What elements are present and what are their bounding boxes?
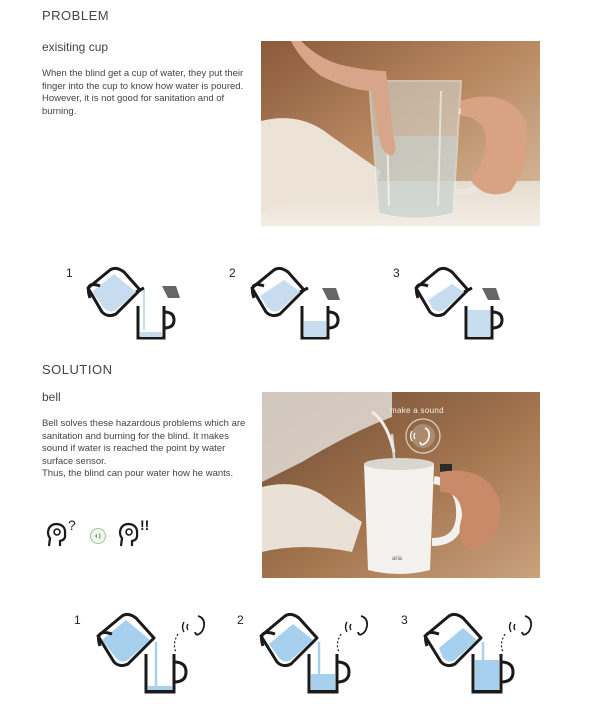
- solution-step-3-number: 3: [401, 613, 408, 627]
- sound-feedback-icons: [46, 517, 176, 552]
- kettle-icon: [88, 268, 144, 315]
- problem-step-3-illustration: [408, 258, 518, 348]
- cup-icon: [309, 654, 349, 693]
- problem-step-1-illustration: [80, 258, 190, 348]
- kettle-icon: [416, 268, 472, 315]
- solution-heading: SOLUTION: [42, 362, 113, 377]
- sound-wave-icon: [90, 528, 106, 544]
- solution-step-1-number: 1: [74, 613, 81, 627]
- cup-icon: [473, 654, 513, 693]
- problem-step-2-illustration: [244, 258, 354, 348]
- cup-icon: [302, 306, 338, 338]
- solution-step-1-illustration: [90, 604, 210, 700]
- exclaim-mark: !!: [140, 517, 150, 533]
- ear-icon: [183, 616, 205, 635]
- solution-step-3-illustration: [417, 604, 537, 700]
- problem-step-1-number: 1: [66, 266, 73, 280]
- problem-heading: PROBLEM: [42, 8, 110, 23]
- head-question-icon: [46, 522, 68, 548]
- question-mark: ?: [68, 517, 76, 533]
- cup-icon: [466, 306, 502, 338]
- ear-icon: [346, 616, 368, 635]
- cup-brand-label: aria: [392, 556, 403, 562]
- problem-step-2-number: 2: [229, 266, 236, 280]
- problem-subheading: exisiting cup: [42, 40, 109, 54]
- solution-description: Bell solves these hazardous problems which are sanitation and burning for the blind. It makes sound if water is reached the point by water surface sensor. Thus, the blind can pour water how he wants.: [42, 418, 246, 479]
- cup-icon: [146, 654, 186, 693]
- solution-photo: [262, 392, 540, 578]
- head-exclaim-icon: [118, 522, 140, 548]
- solution-step-2-number: 2: [237, 613, 244, 627]
- problem-step-3-number: 3: [393, 266, 400, 280]
- make-a-sound-label: make a sound: [390, 406, 444, 415]
- problem-photo: [261, 41, 540, 226]
- solution-subheading: bell: [42, 390, 61, 404]
- ear-icon: [510, 616, 532, 635]
- kettle-icon: [252, 268, 308, 315]
- solution-step-2-illustration: [253, 604, 373, 700]
- problem-description: When the blind get a cup of water, they put their finger into the cup to know how water is poured. However, it is not good for sanitation and of burning.: [42, 68, 244, 117]
